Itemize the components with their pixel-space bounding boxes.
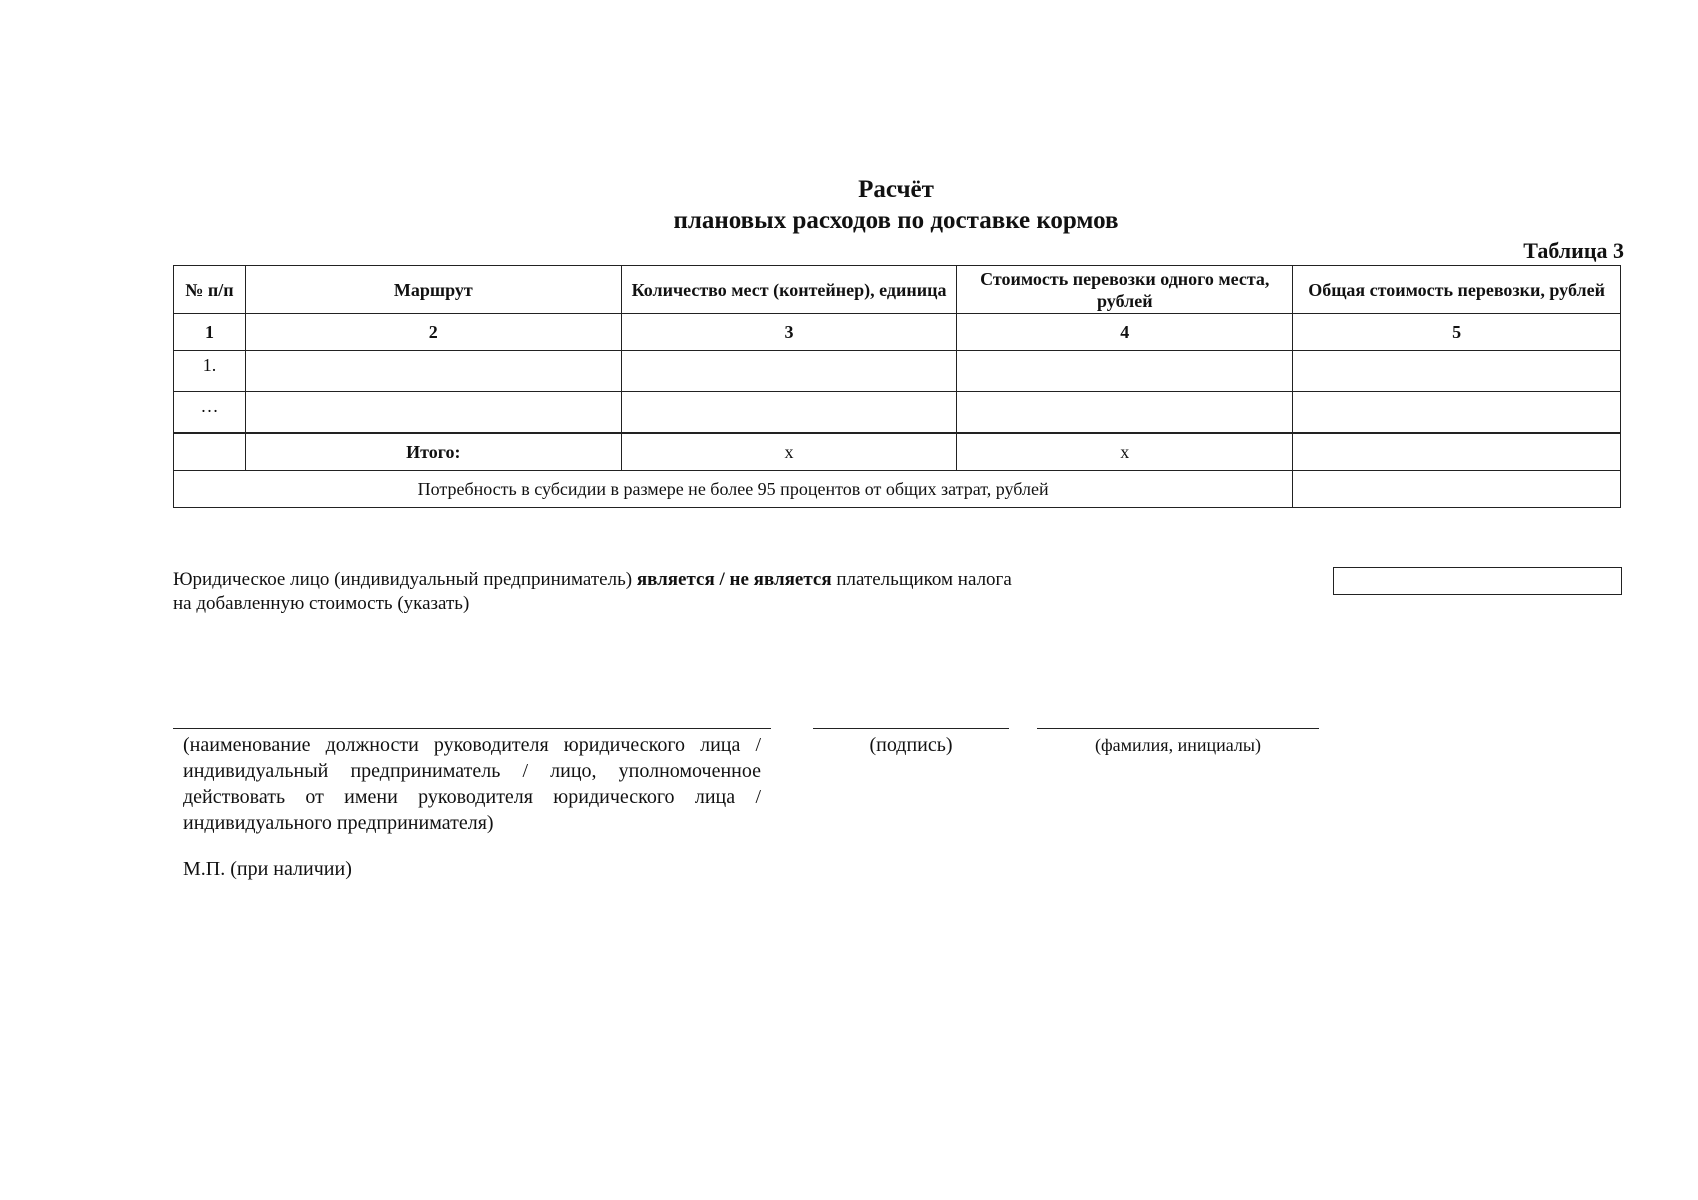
count-cell[interactable] (621, 351, 957, 392)
column-number: 1 (174, 314, 246, 351)
total-row-number (174, 433, 246, 471)
route-cell[interactable] (245, 392, 621, 434)
subsidy-label: Потребность в субсидии в размере не более 95 процентов от общих затрат, рублей (174, 471, 1293, 508)
table-header-row (174, 266, 1621, 314)
total-cost-cell[interactable] (1293, 392, 1621, 434)
title-line-2: плановых расходов по доставке кормов (673, 207, 1119, 234)
unit-price-cell[interactable] (957, 351, 1293, 392)
unit-price-cell[interactable] (957, 392, 1293, 434)
total-price-cell: х (957, 433, 1293, 471)
position-caption: (наименование должности руководителя юридического лица / индивидуальный предприниматель / лицо, уполномоченное действовать от имени руководителя юридического лица / индивидуального предпринимателя) (183, 734, 761, 834)
route-cell[interactable] (245, 351, 621, 392)
stamp-note: М.П. (при наличии) (183, 858, 352, 880)
column-number: 5 (1293, 314, 1621, 351)
header-unit-price: Стоимость перевозки одного места, рублей (957, 266, 1293, 314)
table-row (174, 351, 1621, 392)
vat-text-before: Юридическое лицо (индивидуальный предприниматель) (173, 569, 637, 590)
header-number: № п/п (174, 266, 246, 314)
vat-answer-field[interactable] (1333, 567, 1622, 595)
signature-line[interactable] (813, 728, 1009, 729)
total-cost-cell[interactable] (1293, 351, 1621, 392)
total-label: Итого: (245, 433, 621, 471)
total-cost-cell[interactable] (1293, 433, 1621, 471)
subsidy-row (174, 471, 1621, 508)
header-count: Количество мест (контейнер), единица (621, 266, 957, 314)
document-title (0, 174, 1698, 236)
column-number: 2 (245, 314, 621, 351)
title-line-1: Расчёт (858, 176, 934, 203)
name-signature-line[interactable] (1037, 728, 1319, 729)
count-cell[interactable] (621, 392, 957, 434)
expenses-table (173, 265, 1621, 508)
total-row (174, 433, 1621, 471)
column-numbers-row (174, 314, 1621, 351)
total-count-cell: х (621, 433, 957, 471)
signature-caption: (подпись) (869, 734, 953, 756)
subsidy-value-cell[interactable] (1293, 471, 1621, 508)
position-signature-line[interactable] (173, 728, 771, 729)
header-route: Маршрут (245, 266, 621, 314)
row-number: 1. (174, 351, 246, 392)
column-number: 4 (957, 314, 1293, 351)
vat-statement (173, 568, 1033, 616)
header-total-cost: Общая стоимость перевозки, рублей (1293, 266, 1621, 314)
vat-text-after: плательщиком налога на добавленную стоимость (указать) (173, 569, 1012, 614)
table-row (174, 392, 1621, 434)
name-caption: (фамилия, инициалы) (1095, 735, 1261, 755)
vat-choice: является / не является (636, 569, 832, 590)
column-number: 3 (621, 314, 957, 351)
table-label: Таблица 3 (1523, 238, 1624, 263)
row-number: … (174, 392, 246, 434)
